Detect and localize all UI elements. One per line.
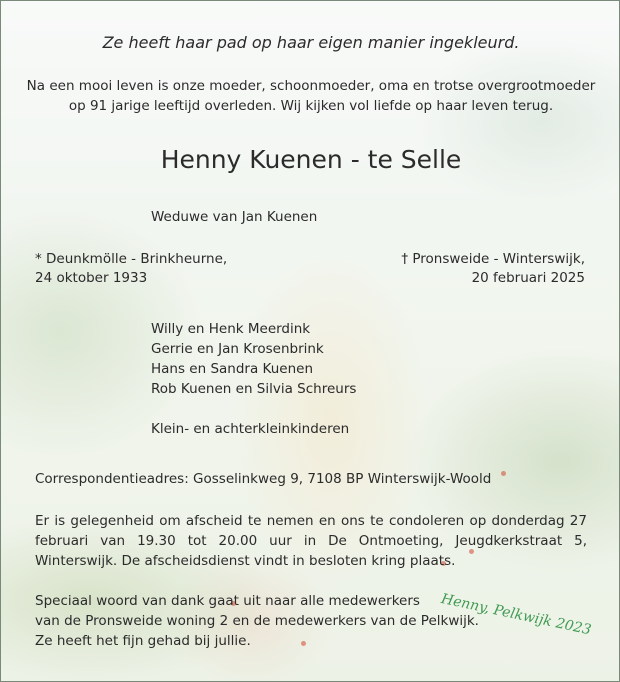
family-member: Gerrie en Jan Krosenbrink	[151, 341, 324, 357]
death-date: 20 februari 2025	[471, 270, 585, 286]
thanks-line: Ze heeft het fijn gehad bij jullie.	[35, 633, 251, 649]
motto: Ze heeft haar pad op haar eigen manier ingekleurd.	[102, 33, 520, 52]
poppy-dot	[501, 471, 506, 476]
thanks-line: Speciaal woord van dank gaat uit naar alle medewerkers	[35, 593, 420, 609]
family-member: Willy en Henk Meerdink	[151, 321, 311, 337]
poppy-dot	[301, 641, 306, 646]
birth-date: 24 oktober 1933	[35, 270, 148, 286]
correspondence-address: Correspondentieadres: Gosselinkweg 9, 7108 BP Winterswijk-Woold	[35, 471, 492, 487]
grandchildren-line: Klein- en achterkleinkinderen	[151, 421, 350, 437]
birth-place: * Deunkmölle - Brinkheurne,	[35, 251, 228, 267]
family-member: Rob Kuenen en Silvia Schreurs	[151, 381, 357, 397]
thanks-line: van de Pronsweide woning 2 en de medewerkers van de Pelkwijk.	[35, 613, 479, 629]
family-member: Hans en Sandra Kuenen	[151, 361, 313, 377]
intro-text: Na een mooi leven is onze moeder, schoonmoeder, oma en trotse overgrootmoeder op 91 jarige leeftijd overleden. Wij kijken vol liefde op haar leven terug.	[26, 78, 596, 114]
widow-line: Weduwe van Jan Kuenen	[151, 209, 318, 225]
deceased-name: Henny Kuenen - te Selle	[160, 145, 462, 174]
painting-signature: Henny, Pelkwijk 2023	[439, 591, 593, 639]
condolence-text: Er is gelegenheid om afscheid te nemen en ons te condoleren op donderdag 27 februari van 19.30 tot 20.00 uur in De Ontmoeting, Jeugdkerkstraat 5, Winterswijk. De afscheidsdienst vindt in besloten kring plaats.	[35, 513, 587, 569]
death-place: † Pronsweide - Winterswijk,	[401, 251, 585, 267]
